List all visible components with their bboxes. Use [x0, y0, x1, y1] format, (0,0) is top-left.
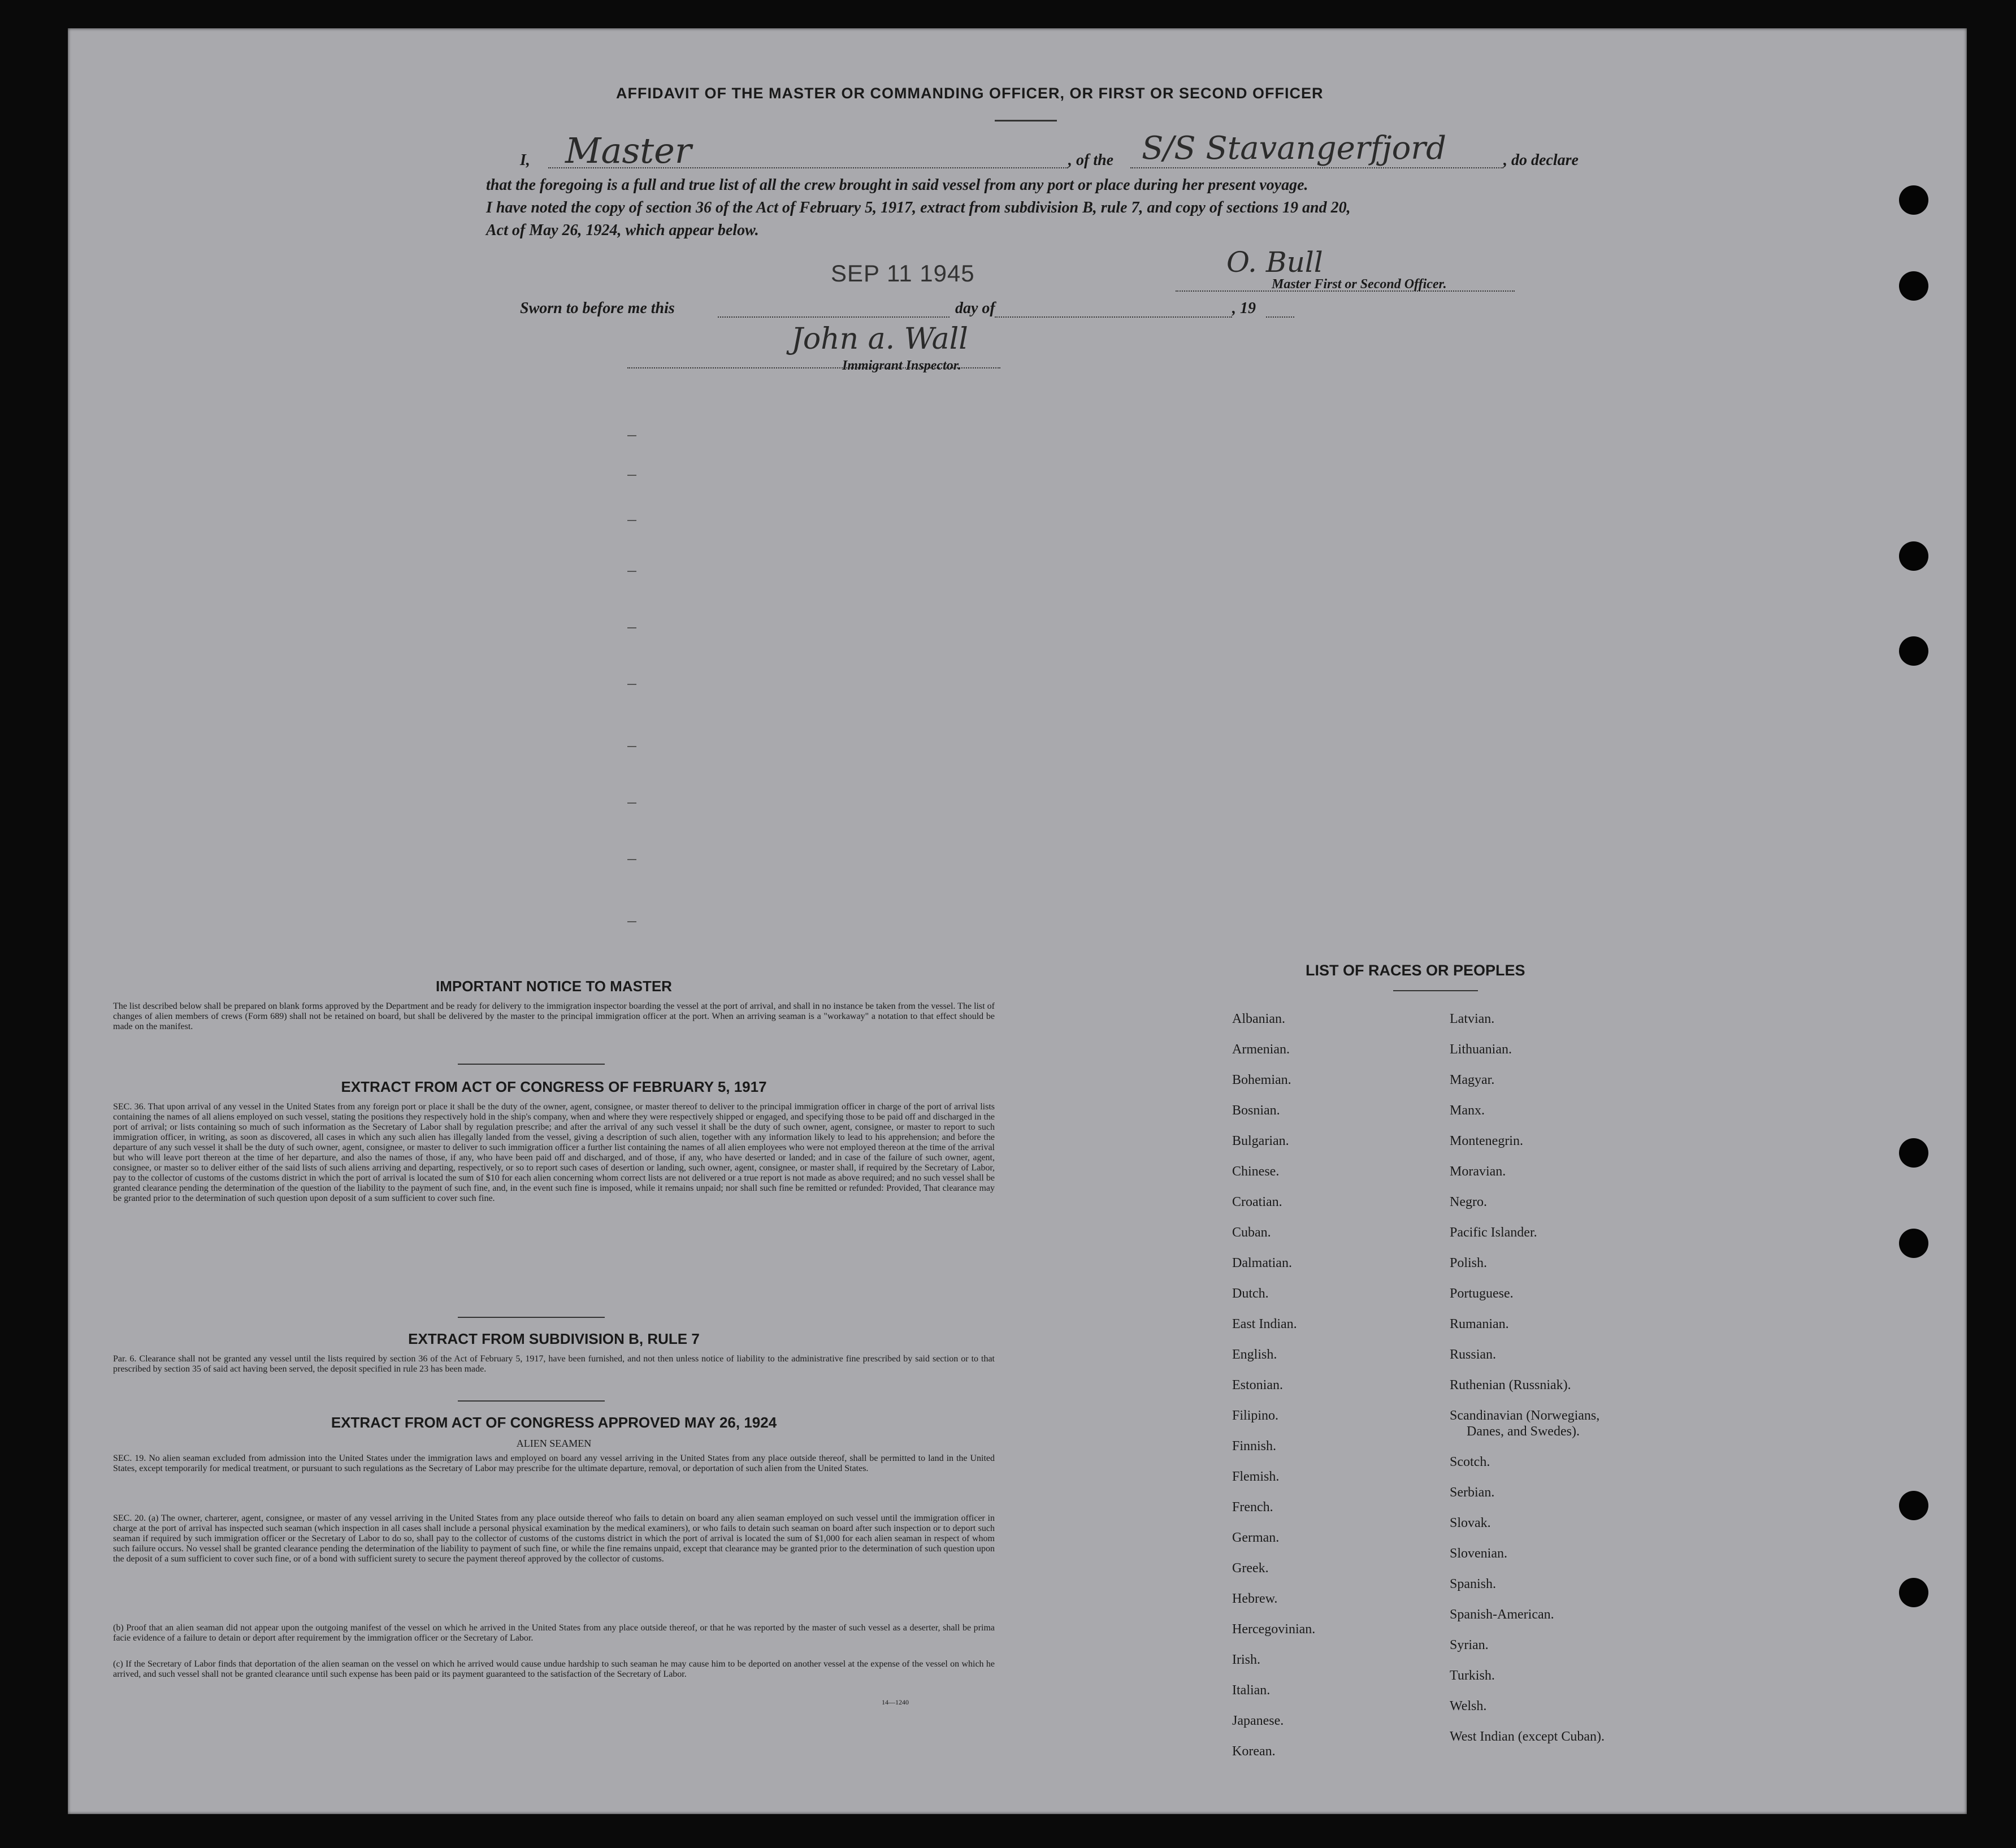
date-stamp: SEP 11 1945 [831, 260, 975, 287]
race-list-item: Bohemian. [1232, 1073, 1291, 1087]
race-list-item: Slovak. [1450, 1516, 1491, 1530]
race-list-item: Negro. [1450, 1195, 1487, 1209]
binder-hole [1899, 271, 1928, 301]
subdivision-b-title: EXTRACT FROM SUBDIVISION B, RULE 7 [408, 1330, 700, 1347]
margin-tick [627, 802, 636, 804]
race-list-item: Spanish-American. [1450, 1607, 1554, 1622]
of-the-label: , of the [1068, 151, 1114, 169]
margin-tick [627, 684, 636, 685]
race-list-item: Hebrew. [1232, 1591, 1278, 1606]
race-list-item: Albanian. [1232, 1012, 1285, 1026]
extract-1917-title: EXTRACT FROM ACT OF CONGRESS OF FEBRUARY 5, 1917 [341, 1078, 767, 1095]
sec-20c-text: (c) If the Secretary of Labor finds that deportation of the alien seaman on the vessel on which he arrived would cause undue hardship to such seaman he may cause him to be deported on another vessel at the expense of the vessel on which he arrived, and such vessel shall not be granted clearance until such expense has been paid or its payment guaranteed to the satisfaction of the Secretary of Labor. [113, 1659, 995, 1679]
race-list-item: Rumanian. [1450, 1317, 1509, 1331]
race-list-item: Lithuanian. [1450, 1042, 1512, 1057]
race-list-item: Spanish. [1450, 1577, 1497, 1591]
races-title: LIST OF RACES OR PEOPLES [1306, 962, 1525, 979]
race-list-item: Bosnian. [1232, 1103, 1280, 1118]
race-list-item: Bulgarian. [1232, 1134, 1289, 1148]
races-divider [1393, 990, 1478, 991]
race-list-item: Finnish. [1232, 1439, 1277, 1454]
section-divider [458, 1317, 605, 1318]
binder-hole [1899, 1578, 1928, 1607]
extract-1917-text: SEC. 36. That upon arrival of any vessel in the United States from any foreign port or place it shall be the duty of the owner, agent, consignee, or master thereof to deliver to the principal immigration officer in charge of the port of arrival lists containing the names of all aliens employed on such vessel, stating the positions they respectively hold in the ship's company, when and where they were respectively shipped or engaged, and specifying those to be paid off and discharged in the port of arrival; or lists containing so much of such information as the Secretary of Labor shall by regulation prescribe; and after the arrival of any such vessel it shall be the duty of such owner, agent, consignee, or master to report to such immigration officer, in writing, as soon as discovered, all cases in which any such alien has illegally landed from the vessel, giving a description of such alien, together with any information likely to lead to his apprehension; and before the departure of any such vessel it shall be the duty of such owner, agent, consignee, or master to deliver to such immigration officer a further list containing the names of all alien employees who were not employed thereon at the time of the arrival but who will leave port thereon at the time of her departure, and also the names of those, if any, who have been paid off and discharged, and of those, if any, who have deserted or landed; and in case of the failure of such owner, agent, consignee, or master so to deliver either of the said lists of such aliens arriving and departing, respectively, or so to report such cases of desertion or landing, such owner, agent, consignee, or master shall, if required by the Secretary of Labor, pay to the collector of customs of the customs district in which the port of arrival is located the sum of $10 for each alien concerning whom correct lists are not delivered or a true report is not made as above required; and no such vessel shall be granted clearance pending the determination of the question of the liability to the payment of such fine, and, in the event such fine is imposed, while it remains unpaid; nor shall such fine be remitted or refunded: Provided, That clearance may be granted prior to the determination of such question upon deposit of a sum sufficient to cover such fine. [113, 1102, 995, 1203]
binder-hole [1899, 541, 1928, 571]
race-list-item: Croatian. [1232, 1195, 1282, 1209]
race-list-item: Moravian. [1450, 1164, 1506, 1179]
race-list-item: French. [1232, 1500, 1273, 1515]
inspector-caption: Immigrant Inspector. [842, 358, 961, 373]
margin-tick [627, 746, 636, 747]
race-list-item: East Indian. [1232, 1317, 1297, 1331]
race-list-item: West Indian (except Cuban). [1450, 1729, 1605, 1744]
race-list-item: Irish. [1232, 1652, 1260, 1667]
affidavit-line-4: Act of May 26, 1924, which appear below. [486, 222, 759, 239]
race-list-item: Scandinavian (Norwegians, [1450, 1408, 1600, 1423]
vessel-handwritten: S/S Stavangerfjord [1142, 130, 1446, 167]
sworn-label: Sworn to before me this [520, 300, 675, 317]
sec-20b-text: (b) Proof that an alien seaman did not appear upon the outgoing manifest of the vessel on which he arrived in the United States from any place outside thereof, or that he was reported by the master of such vessel as a deserter, shall be prima facie evidence of a failure to detain or deport after requirement by the immigration officer or the Secretary of Labor. [113, 1623, 995, 1643]
race-list-item: Estonian. [1232, 1378, 1283, 1392]
race-list-item: German. [1232, 1530, 1280, 1545]
master-signature: O. Bull [1226, 246, 1323, 279]
sworn-year-line [1266, 300, 1294, 318]
sworn-month-line [995, 300, 1232, 318]
race-list-item: Welsh. [1450, 1699, 1487, 1713]
race-list-item: Scotch. [1450, 1455, 1490, 1469]
affidavit-prefix: I, [520, 151, 530, 169]
binder-hole [1899, 636, 1928, 666]
form-number: 14—1240 [882, 1698, 909, 1706]
race-list-item: Flemish. [1232, 1469, 1280, 1484]
binder-hole [1899, 1229, 1928, 1258]
margin-tick [627, 627, 636, 628]
binder-hole [1899, 185, 1928, 215]
race-list-item: Filipino. [1232, 1408, 1279, 1423]
sec-19-text: SEC. 19. No alien seaman excluded from admission into the United States under the immigration laws and employed on board any vessel arriving in the United States from any place outside thereof, shall be permitted to land in the United States, except temporarily for medical treatment, or pursuant to such regulations as the Secretary of Labor may prescribe for the ultimate departure, removal, or deportation of such alien from the United States. [113, 1454, 995, 1473]
race-list-item: Polish. [1450, 1256, 1488, 1270]
race-list-item: Montenegrin. [1450, 1134, 1523, 1148]
race-list-item: Serbian. [1450, 1485, 1495, 1500]
race-list-item: Portuguese. [1450, 1286, 1514, 1301]
sec-20a-text: SEC. 20. (a) The owner, charterer, agent, consignee, or master of any vessel arriving in the United States from any place outside thereof who fails to detain on board any alien seaman employed on such vessel until the immigration officer in charge at the port of arrival has inspected such seaman (which inspection in all cases shall include a personal physical examination by the medical examiners), or who fails to detain such seaman on board after such inspection or to deport such seaman if required by such immigration officer or the Secretary of Labor to do so, shall pay to the collector of customs of the customs district in which the port of arrival is located the sum of $1,000 for each alien seaman in respect of whom such failure occurs. No vessel shall be granted clearance pending the determination of the liability to payment of such fine, or while the fine remains unpaid, except that clearance may be granted prior to the determination of such question upon the deposit of a sum sufficient to cover such fine, or of a bond with sufficient surety to secure the payment thereof approved by the collector of customs. [113, 1513, 995, 1564]
binder-hole [1899, 1138, 1928, 1168]
margin-tick [627, 859, 636, 860]
section-divider [458, 1400, 605, 1402]
alien-seamen-subtitle: ALIEN SEAMEN [516, 1438, 592, 1449]
race-list-item: Ruthenian (Russniak). [1450, 1378, 1571, 1392]
notice-text: The list described below shall be prepared on blank forms approved by the Department and be ready for delivery to the immigration inspector boarding the vessel at the port of arrival, and shall in no instance be taken from the vessel. The list of changes of alien members of crews (Form 689) shall not be retained on board, but shall be delivered by the master to the principal immigration officer at the port. When an arriving seaman is a "workaway" a notation to that effect should be made on the manifest. [113, 1001, 995, 1031]
document-page [68, 28, 1967, 1814]
race-list-item: Magyar. [1450, 1073, 1495, 1087]
section-divider [458, 1064, 605, 1065]
margin-tick [627, 520, 636, 521]
race-list-item: Russian. [1450, 1347, 1497, 1362]
affidavit-title: AFFIDAVIT OF THE MASTER OR COMMANDING OFFICER, OR FIRST OR SECOND OFFICER [616, 85, 1324, 102]
notice-title: IMPORTANT NOTICE TO MASTER [436, 978, 672, 995]
day-of-label: day of [955, 300, 995, 317]
race-list-item: Armenian. [1232, 1042, 1290, 1057]
race-list-item: Korean. [1232, 1744, 1276, 1759]
title-divider [995, 120, 1057, 122]
race-list-item: Dutch. [1232, 1286, 1269, 1301]
master-caption: Master First or Second Officer. [1272, 277, 1447, 292]
affidavit-line-2: that the foregoing is a full and true list of all the crew brought in said vessel from any port or place during her present voyage. [486, 176, 1308, 194]
margin-tick [627, 475, 636, 476]
subdivision-b-text: Par. 6. Clearance shall not be granted any vessel until the lists required by section 36 of the Act of February 5, 1917, have been furnished, and not then unless notice of liability to the administrative fine prescribed by said section or to that prescribed by section 35 of said act having been served, the deposit specified in rule 23 has been made. [113, 1354, 995, 1374]
races-right-column [1450, 1004, 1766, 1752]
race-list-item: Latvian. [1450, 1012, 1495, 1026]
year-label: , 19 [1232, 300, 1256, 317]
race-list-item: Turkish. [1450, 1668, 1495, 1683]
race-list-item: Hercegovinian. [1232, 1622, 1316, 1637]
master-handwritten: Master [565, 130, 692, 171]
race-list-item: Cuban. [1232, 1225, 1271, 1240]
race-list-item: Japanese. [1232, 1713, 1284, 1728]
race-list-item: Chinese. [1232, 1164, 1280, 1179]
race-list-item: Pacific Islander. [1450, 1225, 1537, 1240]
binder-hole [1899, 1491, 1928, 1520]
do-declare-label: , do declare [1503, 151, 1579, 169]
margin-tick [627, 435, 636, 436]
extract-1924-title: EXTRACT FROM ACT OF CONGRESS APPROVED MAY 26, 1924 [331, 1414, 777, 1431]
inspector-signature: John a. Wall [791, 322, 968, 356]
affidavit-line-3: I have noted the copy of section 36 of the Act of February 5, 1917, extract from subdivision B, rule 7, and copy of sections 19 and 20, [486, 199, 1351, 216]
margin-tick [627, 571, 636, 572]
sworn-day-line [718, 300, 950, 318]
race-list-item: English. [1232, 1347, 1277, 1362]
race-list-item: Dalmatian. [1232, 1256, 1292, 1270]
margin-tick [627, 921, 636, 922]
race-list-item: Manx. [1450, 1103, 1485, 1118]
race-list-item: Greek. [1232, 1561, 1269, 1576]
races-left-column [1232, 1004, 1436, 1767]
race-list-item: Danes, and Swedes). [1467, 1424, 1580, 1439]
race-list-item: Italian. [1232, 1683, 1271, 1698]
race-list-item: Slovenian. [1450, 1546, 1507, 1561]
race-list-item: Syrian. [1450, 1638, 1489, 1652]
